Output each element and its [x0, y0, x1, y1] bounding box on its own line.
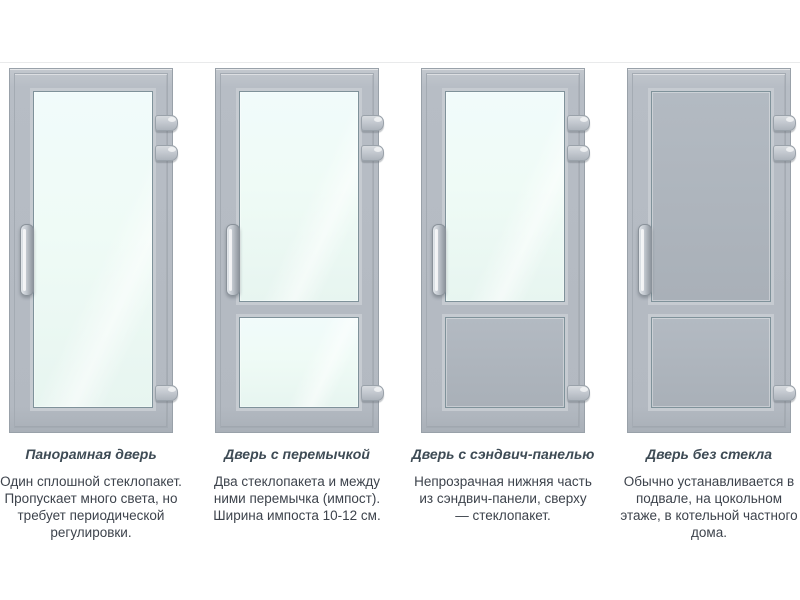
door-illustration-impost [215, 68, 379, 433]
door-hinge [155, 385, 178, 401]
door-panels [33, 91, 153, 408]
door-handle [432, 224, 446, 296]
solid-panel-top [651, 91, 771, 302]
door-handle [638, 224, 652, 296]
content-divider [0, 62, 800, 63]
glass-panel [33, 91, 153, 408]
solid-panel-bottom [651, 317, 771, 408]
door-handle [20, 224, 34, 296]
door-hinge [567, 145, 590, 161]
door-panels [239, 91, 359, 408]
door-description: Один сплошной стеклопакет. Пропускает много света, но требует периодической регулировки. [0, 474, 182, 540]
door-hinge [361, 385, 384, 401]
door-hinge [567, 385, 590, 401]
door-card-sandwich [411, 68, 595, 541]
door-description: Два стеклопакета и между ними перемычка (импост). Ширина импоста 10-12 см. [213, 474, 381, 523]
door-panels [445, 91, 565, 408]
glass-panel-bottom [239, 317, 359, 408]
door-title: Панорамная дверь [25, 446, 157, 462]
door-hinge [361, 115, 384, 131]
impost-crossbar [651, 302, 771, 317]
door-card-solid [620, 68, 798, 541]
door-illustration-solid [627, 68, 791, 433]
door-card-impost [215, 68, 379, 541]
door-panels [651, 91, 771, 408]
door-cards-row [0, 68, 800, 541]
glass-panel-top [239, 91, 359, 302]
door-card-panoramic [0, 68, 182, 541]
door-illustration-panoramic [9, 68, 173, 433]
glass-panel-top [445, 91, 565, 302]
door-illustration-sandwich [421, 68, 585, 433]
door-hinge [361, 145, 384, 161]
door-hinge [155, 115, 178, 131]
door-title: Дверь с перемычкой [224, 446, 370, 462]
door-description: Непрозрачная нижняя часть из сэндвич-панели, сверху — стеклопакет. [414, 474, 592, 523]
impost-crossbar [239, 302, 359, 317]
door-hinge [773, 385, 796, 401]
door-hinge [567, 115, 590, 131]
door-hinge [773, 115, 796, 131]
door-hinge [155, 145, 178, 161]
door-description: Обычно устанавливается в подвале, на цокольном этаже, в котельной частного дома. [620, 474, 798, 540]
sandwich-panel-bottom [445, 317, 565, 408]
door-title: Дверь без стекла [645, 446, 773, 462]
impost-crossbar [445, 302, 565, 317]
door-handle [226, 224, 240, 296]
door-hinge [773, 145, 796, 161]
door-title: Дверь с сэндвич-панелью [411, 446, 595, 462]
